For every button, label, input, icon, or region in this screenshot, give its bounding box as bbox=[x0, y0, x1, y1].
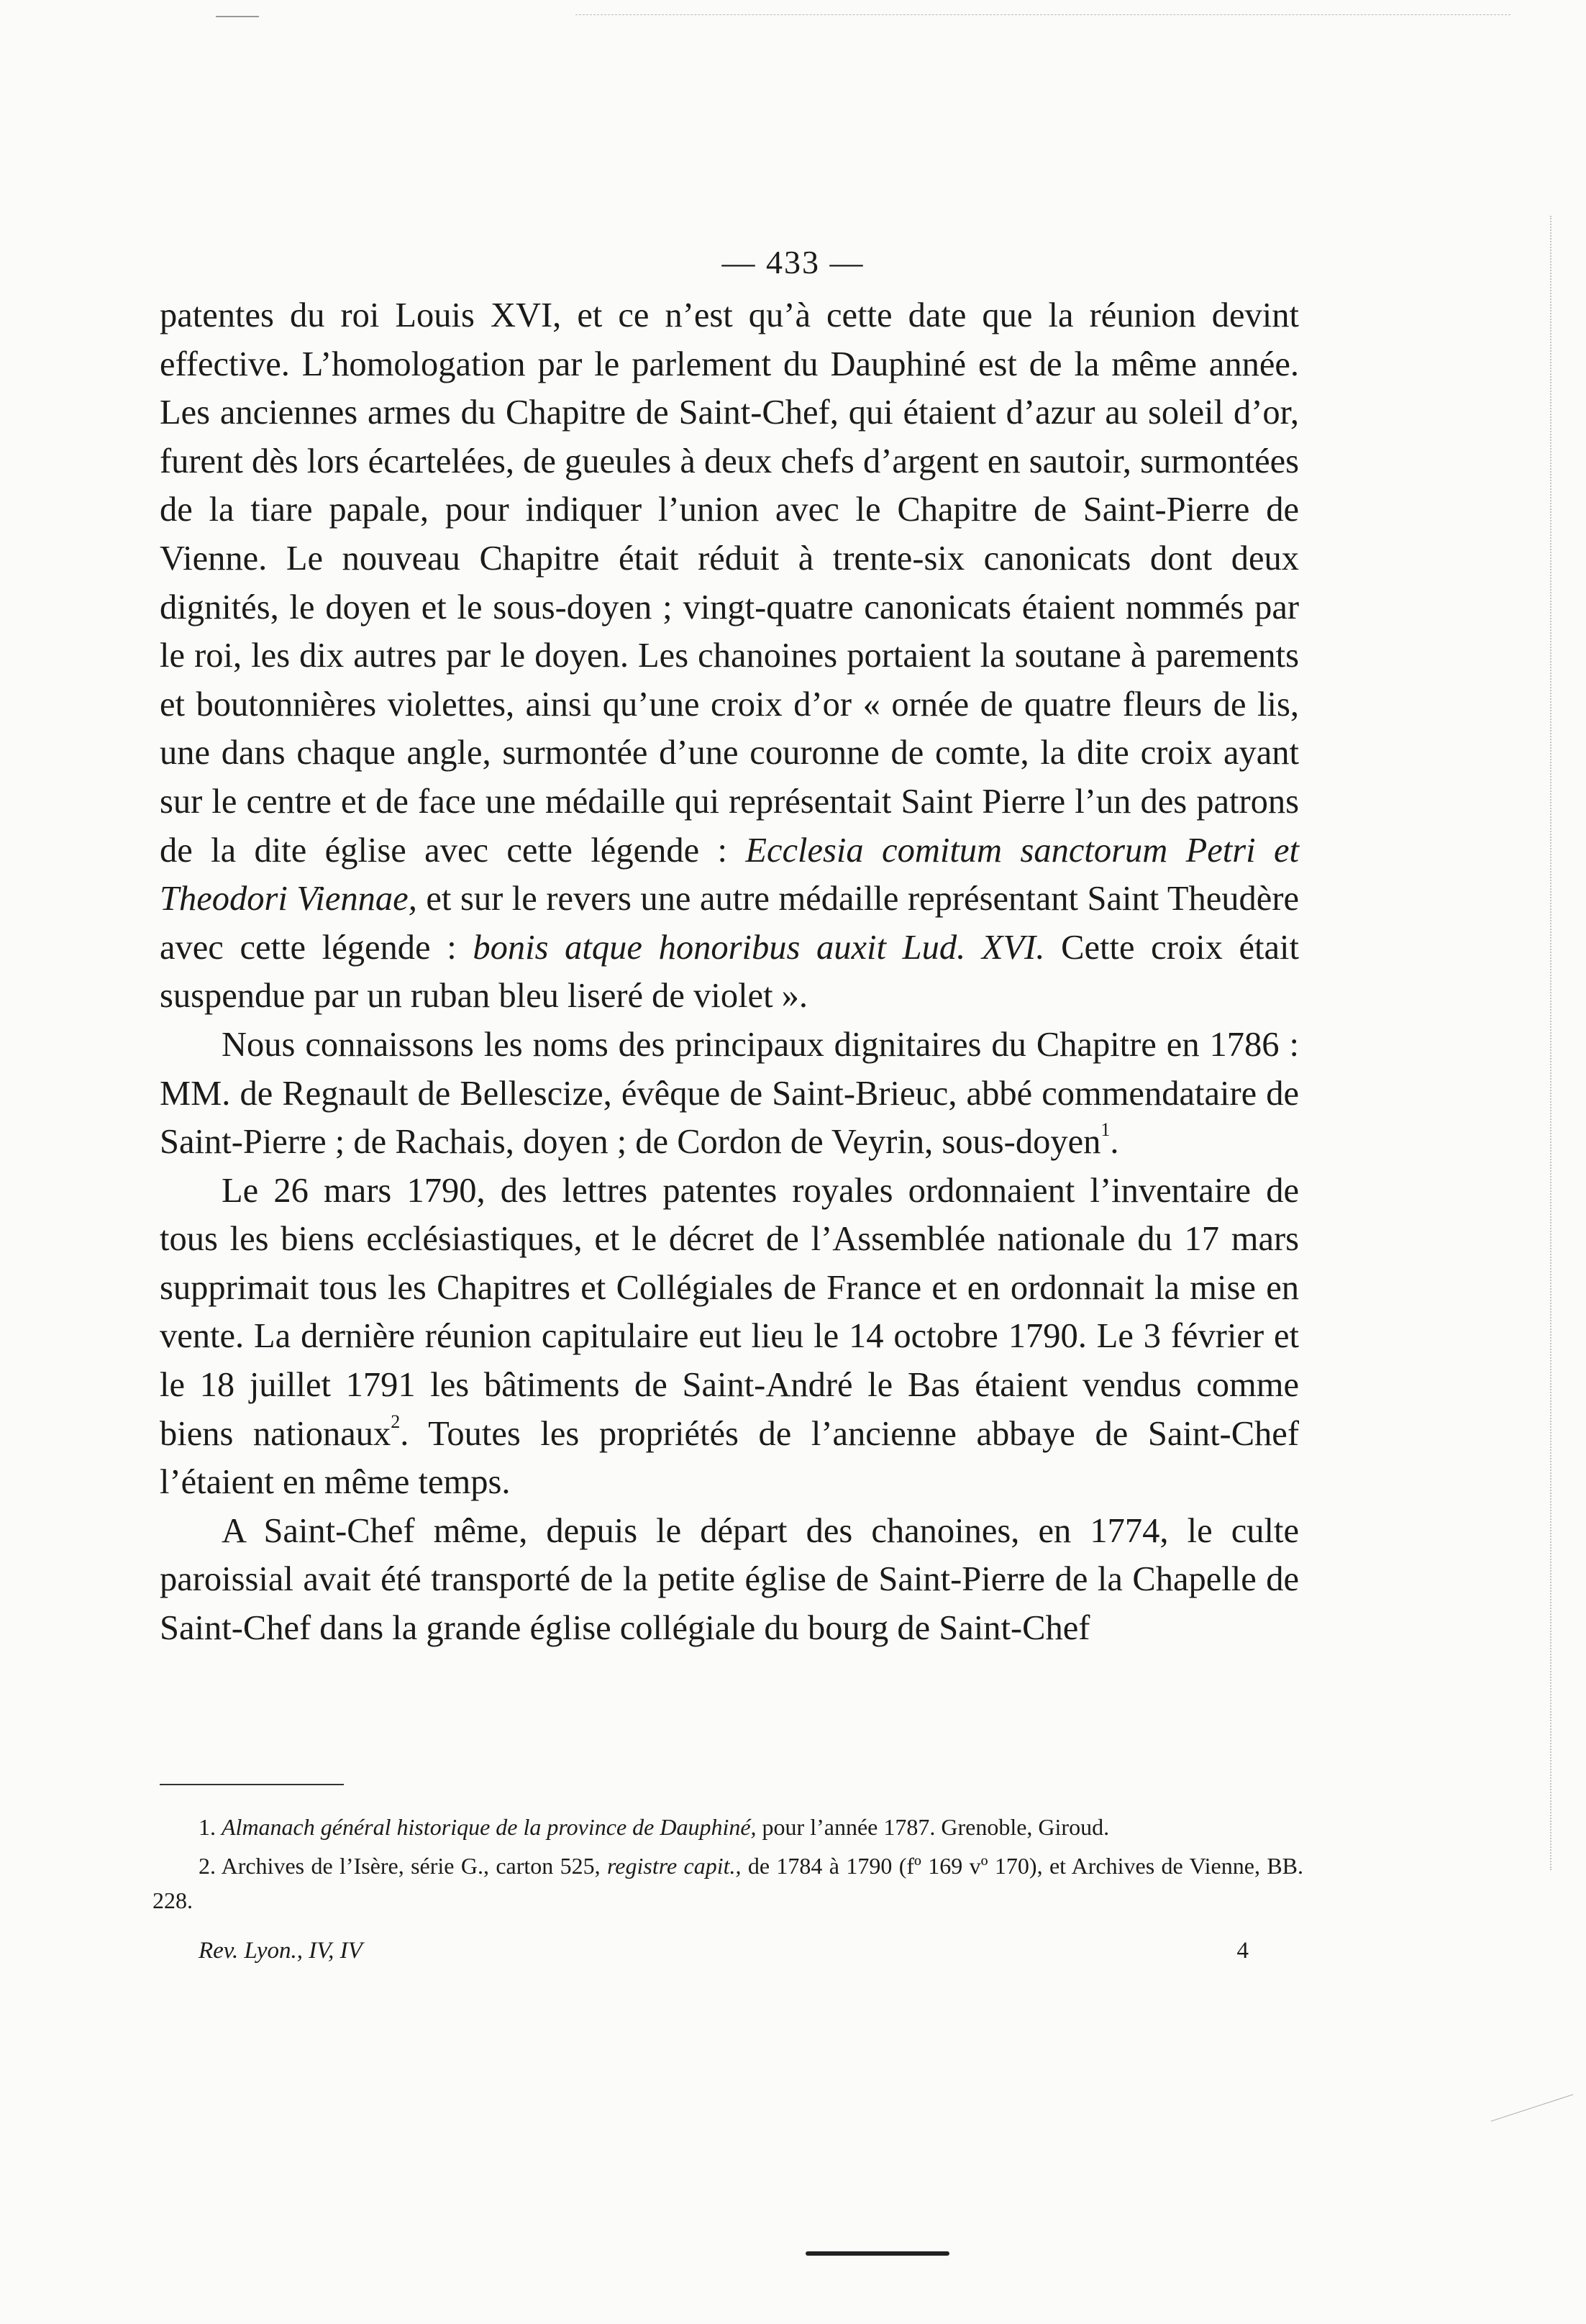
text-run: de 1784 à 1790 (fº 169 vº 170), et Archives de Vienne, BB. 228. bbox=[152, 1853, 1304, 1913]
footnote bbox=[152, 1810, 1303, 1844]
italic-text: Ecclesia comitum sanctorum Petri et Theodori Viennae, bbox=[160, 831, 1299, 919]
text-run: 1. bbox=[199, 1814, 222, 1840]
text-run: . bbox=[1110, 1123, 1119, 1162]
text-run: Cette croix était suspendue par un ruban bleu liseré de violet ». bbox=[160, 928, 1299, 1016]
text-run: 2. Archives de l’Isère, série G., carton 525, bbox=[199, 1853, 607, 1879]
text-run: et sur le revers une autre médaille représentant Saint Theudère avec cette légende : bbox=[160, 880, 1300, 967]
body-text bbox=[160, 291, 1299, 1653]
text-run: Le 26 mars 1790, des lettres patentes royales ordonnaient l’inventaire de tous les biens ecclésiastiques, et le décret de l’Assemblée nationale du 17 mars supprimait tous les Chapitres et Collégiales de France et en ordonnait la mise en vente. La dernière réunion capitulaire eut lieu le 14 octobre 1790. Le 3 février et le 18 juillet 1791 les bâtiments de Saint-André le Bas étaient vendus comme biens nationaux bbox=[160, 1171, 1299, 1453]
text-run: Nous connaissons les noms des principaux dignitaires du Chapitre en 1786 : MM. de Regnault de Bellescize, évêque de Saint-Brieuc, abbé commendataire de Saint-Pierre ; de Rachais, doyen ; de Cordon de Veyrin, sous-doyen bbox=[160, 1025, 1299, 1162]
footnote-reference: 2 bbox=[391, 1411, 401, 1432]
printer-signature bbox=[199, 1935, 1249, 1967]
paragraph bbox=[160, 1507, 1299, 1653]
italic-text: registre capit., bbox=[607, 1853, 742, 1879]
text-run: pour l’année 1787. Grenoble, Giroud. bbox=[756, 1814, 1110, 1840]
text-run: A Saint-Chef même, depuis le départ des chanoines, en 1774, le culte paroissial avait été transporté de la petite église de Saint-Pierre de la Chapelle de Saint-Chef dans la grande église collégiale du bourg de Saint-Chef bbox=[160, 1511, 1299, 1648]
footnotes bbox=[152, 1810, 1303, 1922]
paragraph bbox=[160, 291, 1299, 1021]
text-run: patentes du roi Louis XVI, et ce n’est qu’à cette date que la réunion devint effective. L’homologation par le parlement du Dauphiné est de la même année. Les anciennes armes du Chapitre de Saint-Chef, qui étaient d’azur au soleil d’or, furent dès lors écartelées, de gueules à deux chefs d’argent en sautoir, surmontées de la tiare papale, pour indiquer l’union avec le Chapitre de Saint-Pierre de Vienne. Le nouveau Chapitre était réduit à trente-six canonicats dont deux dignités, le doyen et le sous-doyen ; vingt-quatre canonicats étaient nommés par le roi, les dix autres par le doyen. Les chanoines portaient la soutane à parements et boutonnières violettes, ainsi qu’une croix d’or « ornée de quatre fleurs de lis, une dans chaque angle, surmontée d’une couronne de comte, la dite croix ayant sur le centre et de face une médaille qui représentait Saint Pierre l’un des patrons de la dite église avec cette légende : bbox=[160, 296, 1299, 870]
paragraph bbox=[160, 1167, 1299, 1507]
scan-mark bbox=[216, 16, 259, 17]
scan-artifact-curve bbox=[1491, 2094, 1573, 2121]
scan-artifact-bar bbox=[806, 2251, 949, 2256]
scan-page-edge bbox=[1550, 216, 1551, 1870]
text-run: . Toutes les propriétés de l’ancienne abbaye de Saint-Chef l’étaient en même temps. bbox=[160, 1414, 1299, 1502]
paragraph bbox=[160, 1021, 1299, 1167]
footnote-reference: 1 bbox=[1100, 1119, 1111, 1141]
scan-artifact-line bbox=[575, 14, 1510, 15]
italic-text: bonis atque honoribus auxit Lud. XVI. bbox=[473, 928, 1045, 967]
signature-source: Rev. Lyon., IV, IV bbox=[199, 1938, 363, 1964]
footnote bbox=[152, 1849, 1303, 1918]
italic-text: Almanach général historique de la province de Dauphiné, bbox=[222, 1814, 757, 1840]
page-number: — 433 — bbox=[721, 244, 865, 281]
signature-number: 4 bbox=[1236, 1938, 1249, 1964]
footnote-separator bbox=[160, 1784, 344, 1785]
